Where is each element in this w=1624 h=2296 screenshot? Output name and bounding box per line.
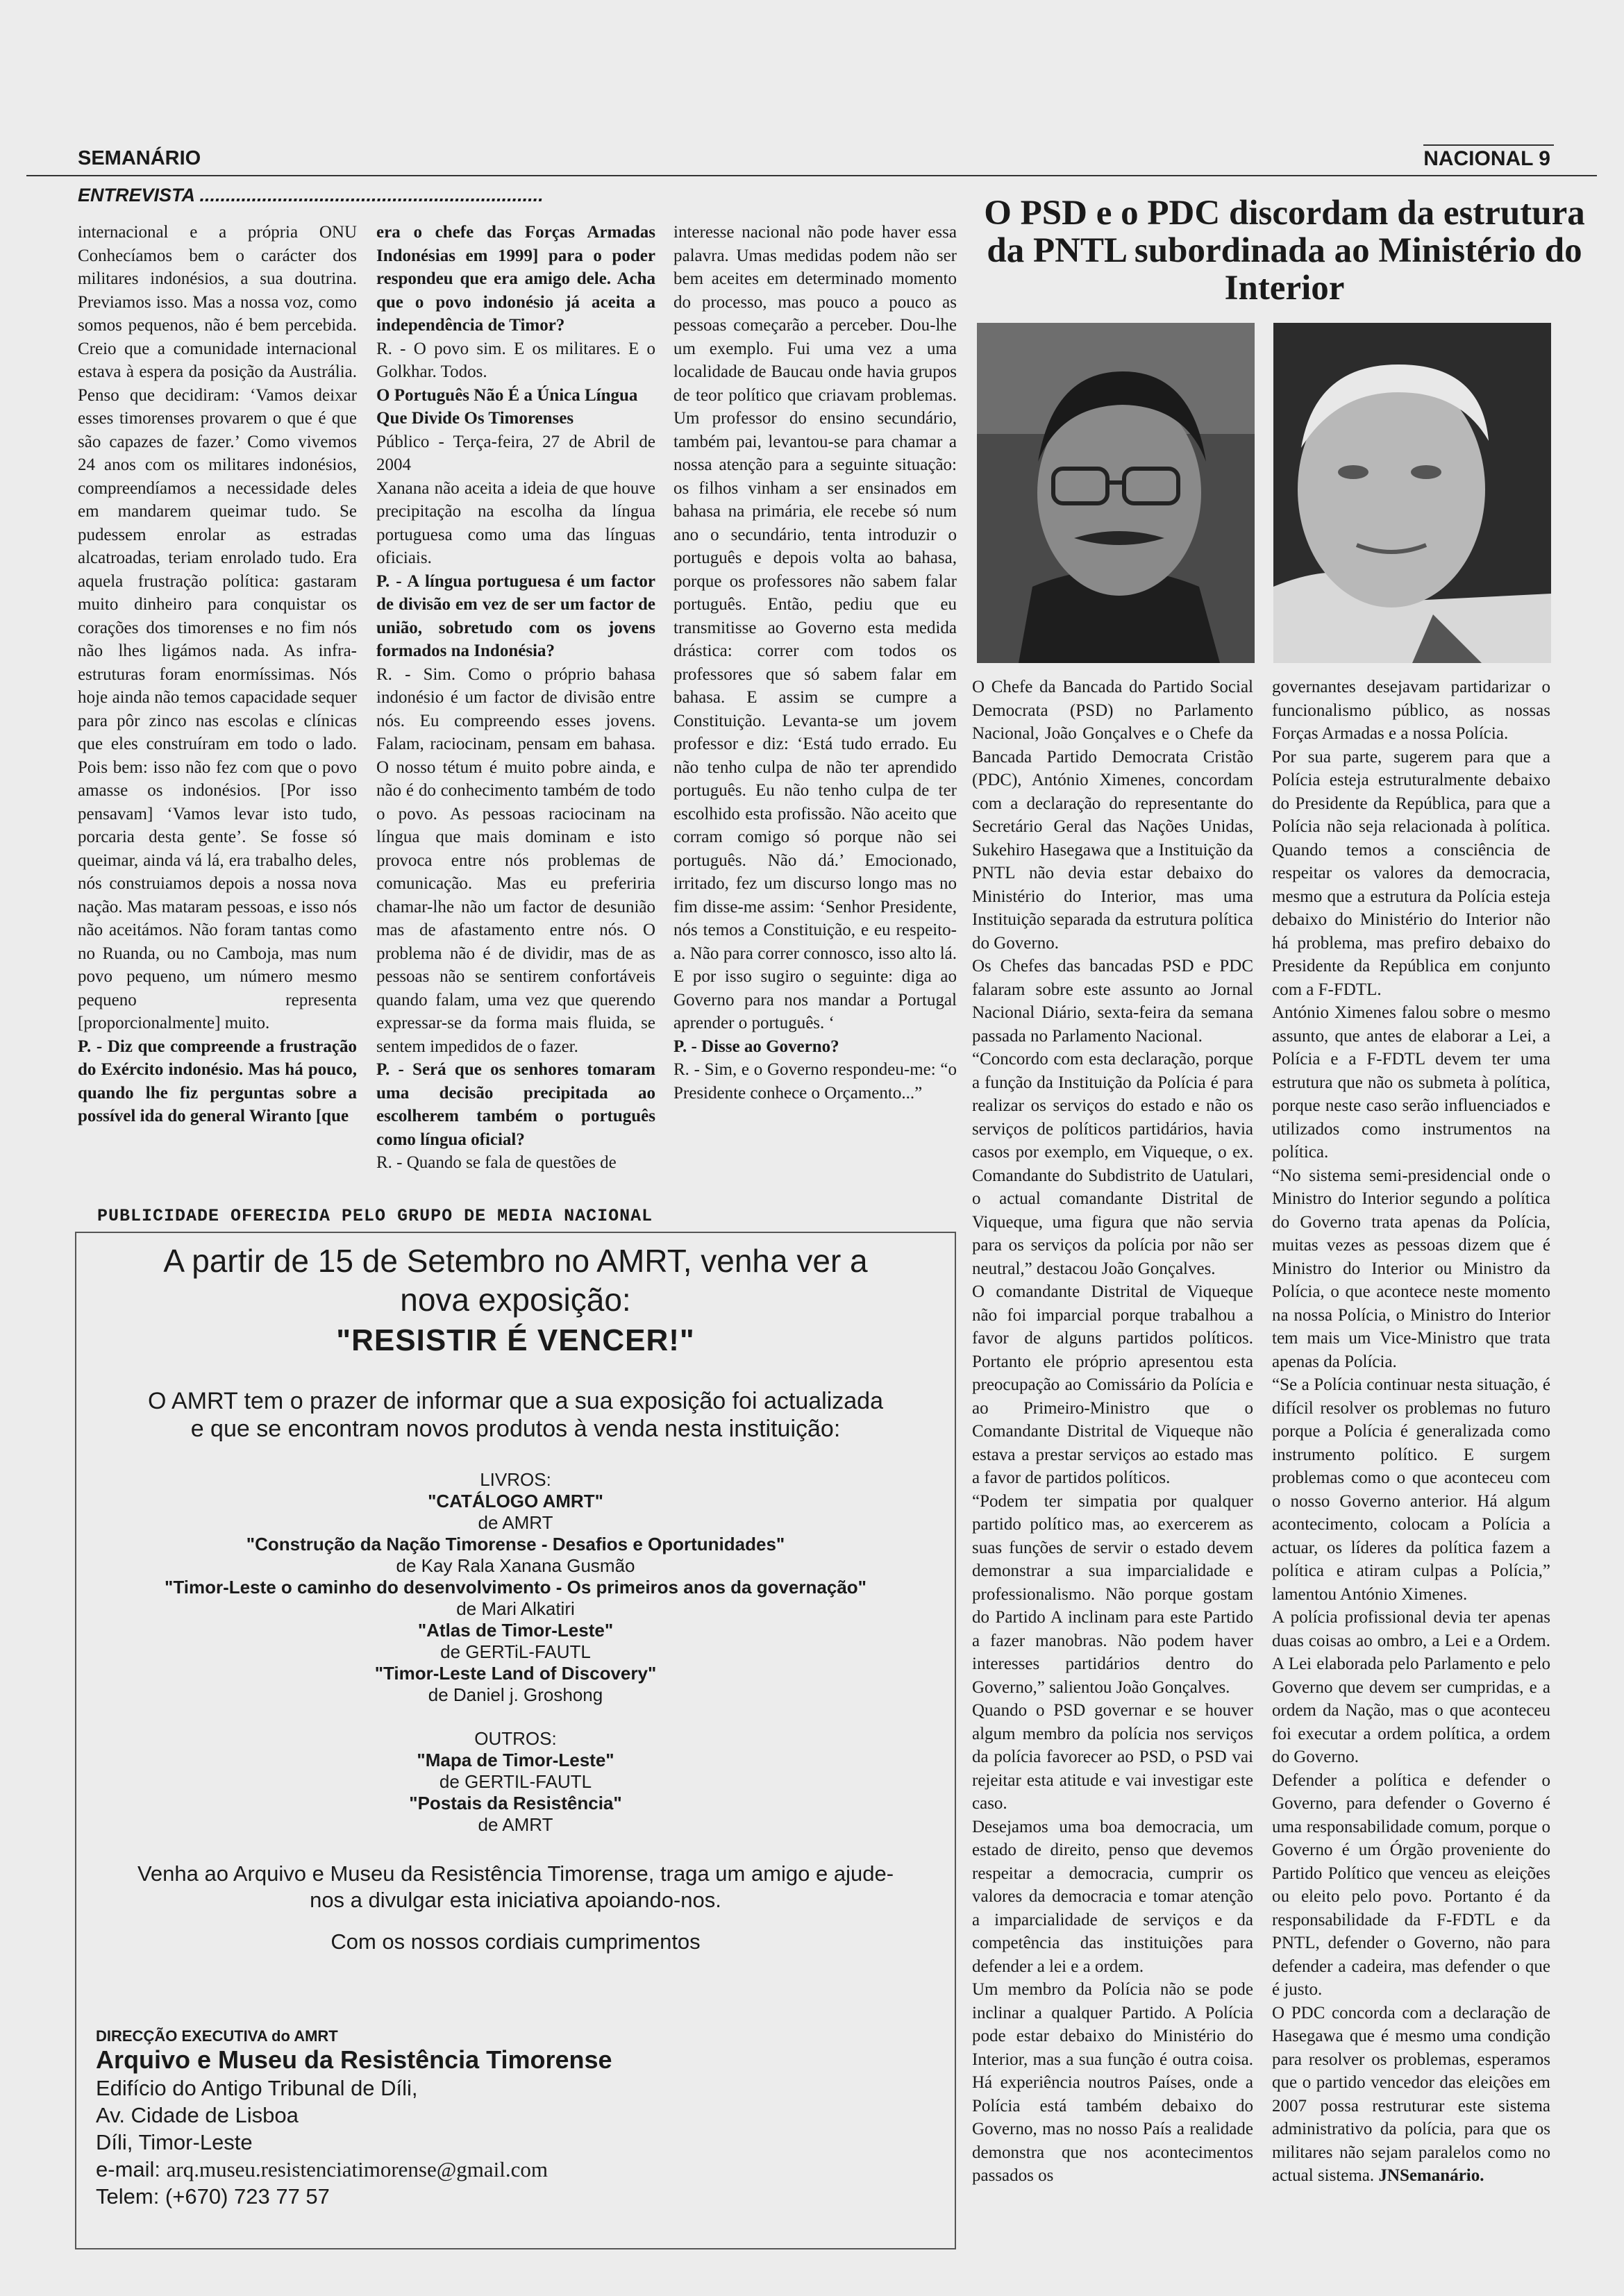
photo-antonio-ximenes (1273, 323, 1551, 663)
ad-product-title: "CATÁLOGO AMRT" (428, 1491, 603, 1511)
ad-product-title: "Atlas de Timor-Leste" (417, 1620, 614, 1641)
ad-headline-line1: A partir de 15 de Setembro no AMRT, venha ver a (163, 1243, 868, 1279)
paragraph: R. - O povo sim. E os militares. E o Golkhar. Todos. (376, 339, 655, 381)
interview-question: P. - A língua portuguesa é um factor de divisão em vez de ser um factor de união, sobretudo com os jovens formados na Indonésia? (376, 571, 655, 660)
paragraph: O Chefe da Bancada do Partido Social Democrata (PSD) no Parlamento Nacional, João Gonçalves e o Chefe da Bancada Partido Democrata Cristão (PDC), António Ximenes, concordam com a declaração do representante do Secretário Geral das Nações Unidas, Sukehiro Hasegawa que a Instituição da PNTL não devia estar debaixo do Ministério do Interior, mas uma Instituição separada da estrutura política do Governo. (972, 678, 1253, 953)
paragraph: R. - Sim, e o Governo respondeu-me: “o Presidente conhece o Orçamento...” (673, 1060, 957, 1103)
ad-address-line2: Av. Cidade de Lisboa (96, 2103, 299, 2127)
paragraph: “No sistema semi-presidencial onde o Ministro do Interior segundo a política do Governo trata apenas da Polícia, muitas vezes as pessoas dizem que é Ministro do Interior ou Ministro da Polícia, o que acontece neste momento na nossa Polícia, o Ministro do Interior tem mais um Vice-Ministro que trata apenas da Polícia. (1272, 1166, 1550, 1371)
paragraph: “Podem ter simpatia por qualquer partido político mas, ao exercerem as suas funções de servir o estado devem demonstrar a sua imparcialidade e professionalismo. Não porque gostam do Partido A inclinam para este Partido a fazer manobras. Não podem haver interesses partidários dentro do Governo,” salientou João Gonçalves. (972, 1491, 1253, 1697)
interview-question: P. - Disse ao Governo? (673, 1037, 839, 1056)
article-title: O PSD e o PDC discordam da estrutura da PNTL subordinada ao Ministério do Interior (984, 194, 1585, 308)
ad-product-author: de GERTIL-FAUTL (439, 1771, 592, 1792)
paragraph: António Ximenes falou sobre o mesmo assunto, que antes de elaborar a Lei, a Polícia e a F-FDTL devem ter uma estrutura que não os submeta à política, porque neste caso serão influenciados e utilizados como instrumentos na política. (1272, 1003, 1550, 1162)
header-rule (26, 175, 1597, 176)
ad-regards: Com os nossos cordiais cumprimentos (330, 1929, 701, 1954)
interview-question: P. - Será que os senhores tomaram uma decisão precipitada ao escolherem também o português como língua oficial? (376, 1060, 655, 1149)
ad-product-author: de Mari Alkatiri (456, 1598, 575, 1619)
paragraph: Xanana não aceita a ideia de que houve precipitação na escolha da língua portuguesa como uma das línguas oficiais. (376, 478, 655, 567)
paragraph: “Concordo com esta declaração, porque a função da Instituição da Polícia é para realizar os serviços do estado e não os serviços de políticos partidários, havia casos por exemplo, em Viqueque, o ex. Comandante do Subdistrito de Uatulari, o actual comandante Distrital de Viqueque, uma figura que não servia para os serviços da polícia por não ser neutral,” destacou João Gonçalves. (972, 1050, 1253, 1278)
header-rule-short (1423, 144, 1554, 146)
ad-organization: Arquivo e Museu da Resistência Timorense (96, 2045, 612, 2074)
ad-address-line3: Díli, Timor-Leste (96, 2130, 253, 2154)
paragraph: governantes desejavam partidarizar o funcionalismo público, as nossas Forças Armadas e a nossa Polícia. (1272, 678, 1550, 743)
paragraph: R. - Quando se fala de questões de (376, 1153, 617, 1172)
ad-phone: Telem: (+670) 723 77 57 (96, 2184, 330, 2209)
ad-product-author: de GERTiL-FAUTL (440, 1641, 591, 1662)
paragraph: Os Chefes das bancadas PSD e PDC falaram sobre este assunto ao Jornal Nacional Diário, sexta-feira da semana passada no Parlamento Nacional. (972, 957, 1253, 1046)
ad-invite-line2: nos a divulgar esta iniciativa apoiando-nos. (310, 1888, 721, 1912)
interview-column-1 (78, 221, 357, 1128)
ad-product-author: de Daniel j. Groshong (428, 1684, 603, 1705)
paragraph: Defender a política e defender o Governo, para defender o Governo é uma responsabilidade comum, porque o Governo é um Órgão proveniente do Partido Político que venceu as eleições ou eleito pelo povo. Portanto é da responsabilidade da F-FDTL e da PNTL, defender o Governo, não para defender a cadeira, mas defender o que é justo. (1272, 1770, 1550, 1999)
publication-name: SEMANÁRIO (78, 147, 201, 169)
section-page: NACIONAL 9 (1423, 147, 1550, 170)
ad-product-author: de AMRT (478, 1814, 553, 1835)
article-signature: JNSemanário. (1378, 2166, 1484, 2185)
ad-intro-line2: e que se encontram novos produtos à venda nesta instituição: (190, 1416, 841, 1442)
ad-slogan: "RESISTIR É VENCER!" (336, 1323, 695, 1357)
paragraph: Por sua parte, sugerem para que a Polícia esteja estruturalmente debaixo do Presidente da República, para que a Polícia não seja relacionada à política. Quando temos a consciência de respeitar os valores da democracia, mesmo que a estrutura da Polícia esteja debaixo do Ministério do Interior não há problema, mas prefiro debaixo do Presidente da República em conjunto com a F-FDTL. (1272, 747, 1550, 999)
paragraph: R. - Sim. Como o próprio bahasa indonésio é um factor de divisão entre nós. Eu compreendo esses jovens. Falam, raciocinam, pensam em bahasa. O nosso tétum é muito pobre ainda, e não é do conhecimento também de todo o povo. As pessoas raciocinam na língua que mais dominam e isto provoca entre nós problemas de comunicação. Mas eu preferiria chamar-lhe não um factor de desunião mas de afastamento entre nós. O problema não é de dividir, mas de as pessoas não se sentirem confortáveis quando falam, uma vez que querendo expressar-se da forma mais fluida, se sentem impedidos de o fazer. (376, 664, 655, 1056)
article-column-2 (1272, 676, 1550, 2188)
paragraph: O comandante Distrital de Viqueque não foi imparcial porque trabalhou a favor de alguns partidos políticos. Portanto ele próprio apresentou esta preocupação ao Comissário da Polícia e ao Primeiro-Ministro que o Comandante Distrital de Viqueque não estava a prestar serviços ao estado mas a favor de partidos políticos. (972, 1282, 1253, 1487)
interview-column-3 (673, 221, 957, 1105)
ad-invite-line1: Venha ao Arquivo e Museu da Resistência Timorense, traga um amigo e ajude- (137, 1861, 894, 1886)
ad-product-author: de AMRT (478, 1512, 553, 1533)
ad-email-link[interactable]: arq.museu.resistenciatimorense@gmail.com (166, 2157, 548, 2181)
paragraph: “Se a Polícia continuar nesta situação, é difícil resolver os problemas no futuro porque a Polícia é generalizada como instrumento político. E surgem problemas como o que aconteceu com o nosso Governo anterior. Há algum acontecimento, colocam a Polícia a actuar, os líderes da política fazem a política e atiram culpas a Polícia,” lamentou António Ximenes. (1272, 1375, 1550, 1604)
ad-product-title: "Timor-Leste Land of Discovery" (374, 1663, 657, 1684)
ad-address-line1: Edifício do Antigo Tribunal de Díli, (96, 2076, 418, 2100)
ad-others-label: OUTROS: (474, 1728, 557, 1749)
paragraph: Quando o PSD governar e se houver algum membro da polícia nos serviços da polícia favorecer ao PSD, o PSD vai rejeitar esta atitude e vai investigar este caso. (972, 1701, 1253, 1813)
ad-others-section (76, 1728, 955, 1836)
photo-joao-goncalves (977, 323, 1255, 663)
paragraph: Público - Terça-feira, 27 de Abril de 2004 (376, 432, 655, 474)
ad-books-section (76, 1469, 955, 1706)
ad-contact-block (96, 2027, 612, 2210)
paragraph: internacional e a própria ONU Conhecíamos bem o carácter dos militares indonésios, a sua doutrina. Previamos isso. Mas a nossa voz, como somos pequenos, não é bem percebida. Creio que a comunidade internacional estava à espera da posição da Austrália. Penso que decidiram: ‘Vamos deixar esses timorenses provarem o que é que são capazes de fazer.’ Como vivemos 24 anos com os militares indonésios, compreendíamos a necessidade deles em mandarem queimar tudo. Se pudessem enrolar as estradas alcatroadas, teriam enrolado tudo. Era aquela frustração política: gastaram muito dinheiro para conquistar os corações dos timorenses e no fim nós não lhes ligámos nada. As infra-estruturas foram enormíssimas. Nós hoje ainda não temos capacidade sequer para pôr zinco nas escolas e clínicas que eles construíram em todo o lado. Pois bem: isso não fez com que o povo amasse os indonésios. [Por isso pensavam] ‘Vamos levar isto tudo, porcaria desta gente’. Se fosse só queimar, ainda vá lá, era trabalho deles, nós construiamos depois a nossa nova nação. Mas mataram pessoas, e isso nós não aceitámos. Não foram tantas como no Ruanda, ou no Camboja, mas num povo pequeno, um número mesmo pequeno representa [proporcionalmente] muito. (78, 223, 357, 1032)
ad-department: DIRECÇÃO EXECUTIVA do AMRT (96, 2027, 338, 2045)
ad-product-author: de Kay Rala Xanana Gusmão (396, 1555, 635, 1576)
ad-product-title: "Construção da Nação Timorense - Desafios e Oportunidades" (246, 1534, 785, 1555)
paragraph: Desejamos uma boa democracia, um estado de direito, penso que devemos respeitar a democracia, cumprir os valores da democracia e tomar atenção a imparcialidade de serviços e da competência das instituições para defender a lei e a ordem. (972, 1817, 1253, 1976)
section-kicker: ENTREVISTA .................................................................. (78, 185, 544, 206)
ad-caption: PUBLICIDADE OFERECIDA PELO GRUPO DE MEDIA NACIONAL (97, 1206, 653, 1226)
interview-column-2 (376, 221, 655, 1175)
ad-books-label: LIVROS: (480, 1469, 551, 1490)
article-column-1 (972, 676, 1253, 2188)
ad-headline-line2: nova exposição: (400, 1282, 631, 1318)
ad-product-title: "Mapa de Timor-Leste" (417, 1750, 614, 1770)
interview-question: era o chefe das Forças Armadas Indonésias em 1999] para o poder respondeu que era amigo dele. Acha que o povo indonésio já aceita a independência de Timor? (376, 223, 655, 335)
paragraph: O PDC concorda com a declaração de Hasegawa que é mesmo uma condição para resolver os problemas, esperamos que o partido vencedor das eleições em 2007 possa restruturar este sistema administrativo da polícia, para que os militares não sejam paralelos como no actual sistema. JNSemanário. (1272, 2003, 1550, 2185)
subheading: O Português Não É a Única Língua Que Divide Os Timorenses (376, 385, 638, 428)
interview-question: P. - Diz que compreende a frustração do Exército indonésio. Mas há pouco, quando lhe fiz perguntas sobre a possível ida do general Wiranto [que (78, 1037, 357, 1125)
ad-email-label: e-mail: (96, 2157, 161, 2181)
ad-product-title: "Postais da Resistência" (409, 1793, 622, 1813)
paragraph: A polícia profissional devia ter apenas duas coisas ao ombro, a Lei e a Ordem. A Lei elaborada pelo Parlamento e pelo Governo que devem ser cumpridas, e a ordem da Nação, mas o que aconteceu foi executar a ordem política, a ordem do Governo. (1272, 1608, 1550, 1766)
ad-intro-line1: O AMRT tem o prazer de informar que a sua exposição foi actualizada (148, 1388, 883, 1414)
paragraph: Um membro da Polícia não se pode inclinar a qualquer Partido. A Polícia pode estar debaixo do Ministério do Interior, mas a sua função é outra coisa. Há experiência noutros Países, onde a Polícia está também debaixo do Governo, mas no nosso País a realidade demonstra que nos acontecimentos passados os (972, 1980, 1253, 2185)
ad-product-title: "Timor-Leste o caminho do desenvolvimento - Os primeiros anos da governação" (165, 1577, 867, 1598)
paragraph: interesse nacional não pode haver essa palavra. Umas medidas podem não ser bem aceites em determinado momento do processo, mas pouco a pouco as pessoas começarão a perceber. Dou-lhe um exemplo. Fui uma vez a uma localidade de Baucau onde havia grupos de teor político que criavam problemas. Um professor do ensino secundário, também pai, levantou-se para chamar a nossa atenção para a seguinte situação: os filhos vinham a ser ensinados em bahasa na primária, ele recebe só num ano o secundário, tenta introduzir o português e depois volta ao bahasa, porque os professores não sabem falar português. Então, pediu que eu transmitisse ao Governo esta medida drástica: correr com todos os professores que só sabem falar em bahasa. E assim se cumpre a Constituição. Levanta-se um jovem professor e diz: ‘Está tudo errado. Eu não tenho culpa de não ter aprendido português. Eu não tenho culpa de ter escolhido esta profissão. Não aceito que corram comigo só porque não sei português. Não dá.’ Emocionado, irritado, fez um discurso longo mas no fim disse-me assim: ‘Senhor Presidente, nós temos a Constituição, e eu respeito-a. Não para correr connosco, isso alto lá. E por isso sugiro o seguinte: diga ao Governo para nos mandar a Portugal aprender o português. ‘ (673, 223, 957, 1032)
